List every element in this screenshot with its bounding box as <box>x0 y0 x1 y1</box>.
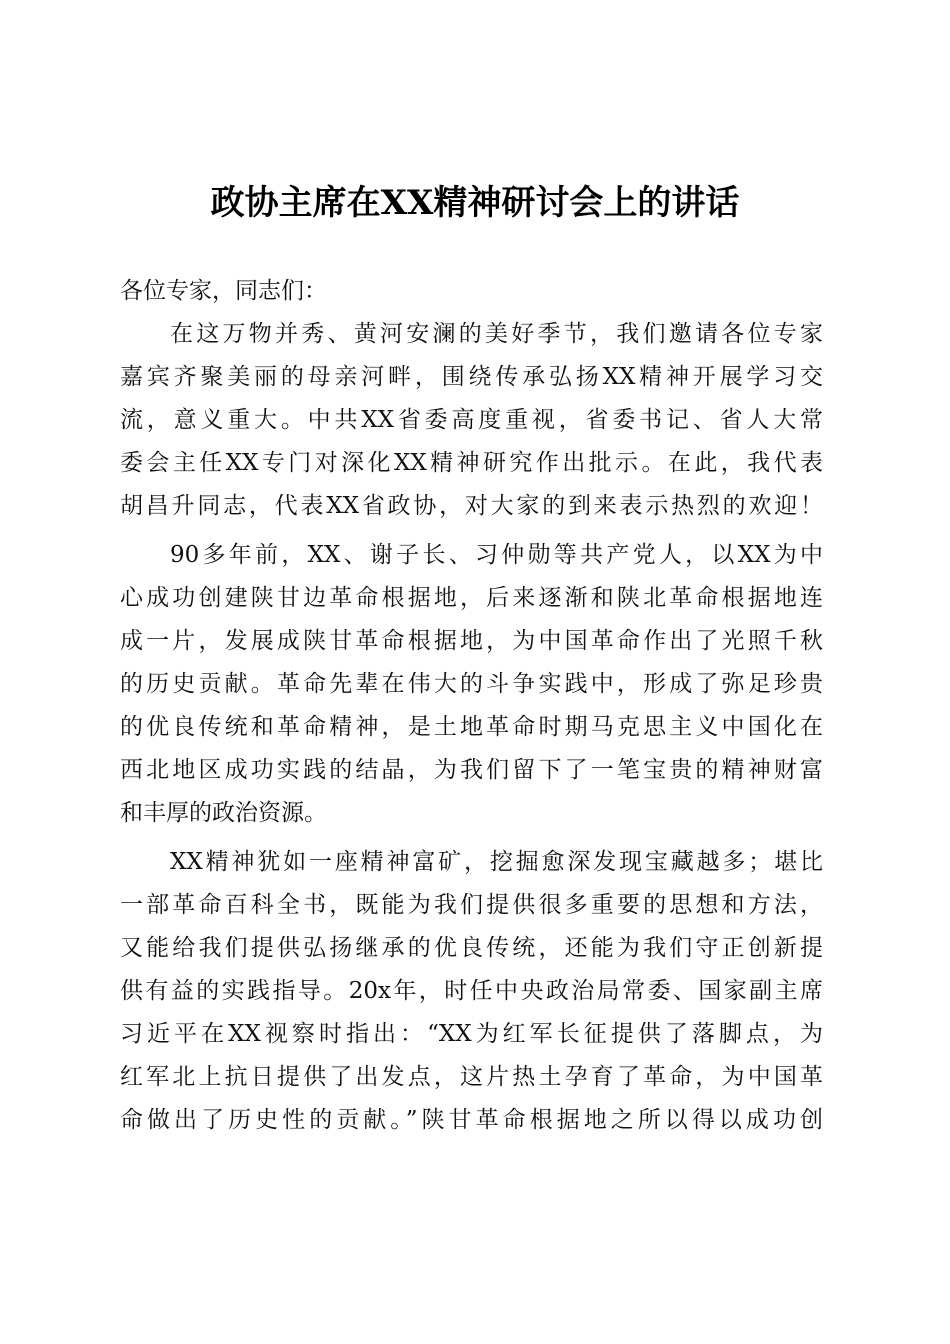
text-line: 成一片，发展成陕甘革命根据地，为中国革命作出了光照千秋 <box>120 628 823 654</box>
text-line: 红军北上抗日提供了出发点，这片热土孕育了革命，为中国革 <box>120 1064 823 1090</box>
text-line: 和丰厚的政治资源。 <box>120 800 327 826</box>
text-line: 习近平在XX视察时指出：“XX为红军长征提供了落脚点，为 <box>120 1021 823 1047</box>
text-line: 心成功创建陕甘边革命根据地，后来逐渐和陕北革命根据地连 <box>120 585 823 611</box>
text-line: 的历史贡献。革命先辈在伟大的斗争实践中，形成了弥足珍贵 <box>120 671 823 697</box>
text-line: 在这万物并秀、黄河安澜的美好季节，我们邀请各位专家 <box>170 321 823 347</box>
text-line: 胡昌升同志，代表XX省政协，对大家的到来表示热烈的欢迎！ <box>120 493 823 519</box>
text-line: 90多年前，XX、谢子长、习仲勋等共产党人，以XX为中 <box>170 542 823 568</box>
text-line: 委会主任XX专门对深化XX精神研究作出批示。在此，我代表 <box>120 450 823 476</box>
text-line: XX精神犹如一座精神富矿，挖掘愈深发现宝藏越多；堪比 <box>170 849 823 875</box>
text-line: 嘉宾齐聚美丽的母亲河畔，围绕传承弘扬XX精神开展学习交 <box>120 364 823 390</box>
text-line: 命做出了历史性的贡献。”陕甘革命根据地之所以得以成功创 <box>120 1107 823 1133</box>
text-line: 又能给我们提供弘扬继承的优良传统，还能为我们守正创新提 <box>120 935 823 961</box>
document-title: 政协主席在XX精神研讨会上的讲话 <box>210 183 740 223</box>
text-line: 供有益的实践指导。20x年，时任中央政治局常委、国家副主席 <box>120 978 823 1004</box>
paragraph-3 <box>120 841 823 1142</box>
text-line: 的优良传统和革命精神，是土地革命时期马克思主义中国化在 <box>120 714 823 740</box>
text-line: 一部革命百科全书，既能为我们提供很多重要的思想和方法， <box>120 892 823 918</box>
paragraph-2 <box>120 534 823 835</box>
text-line: 流，意义重大。中共XX省委高度重视，省委书记、省人大常 <box>120 407 823 433</box>
document-body <box>120 270 823 1142</box>
paragraph-1 <box>120 313 823 528</box>
text-line: 西北地区成功实践的结晶，为我们留下了一笔宝贵的精神财富 <box>120 757 823 783</box>
salutation: 各位专家，同志们： <box>120 278 327 304</box>
